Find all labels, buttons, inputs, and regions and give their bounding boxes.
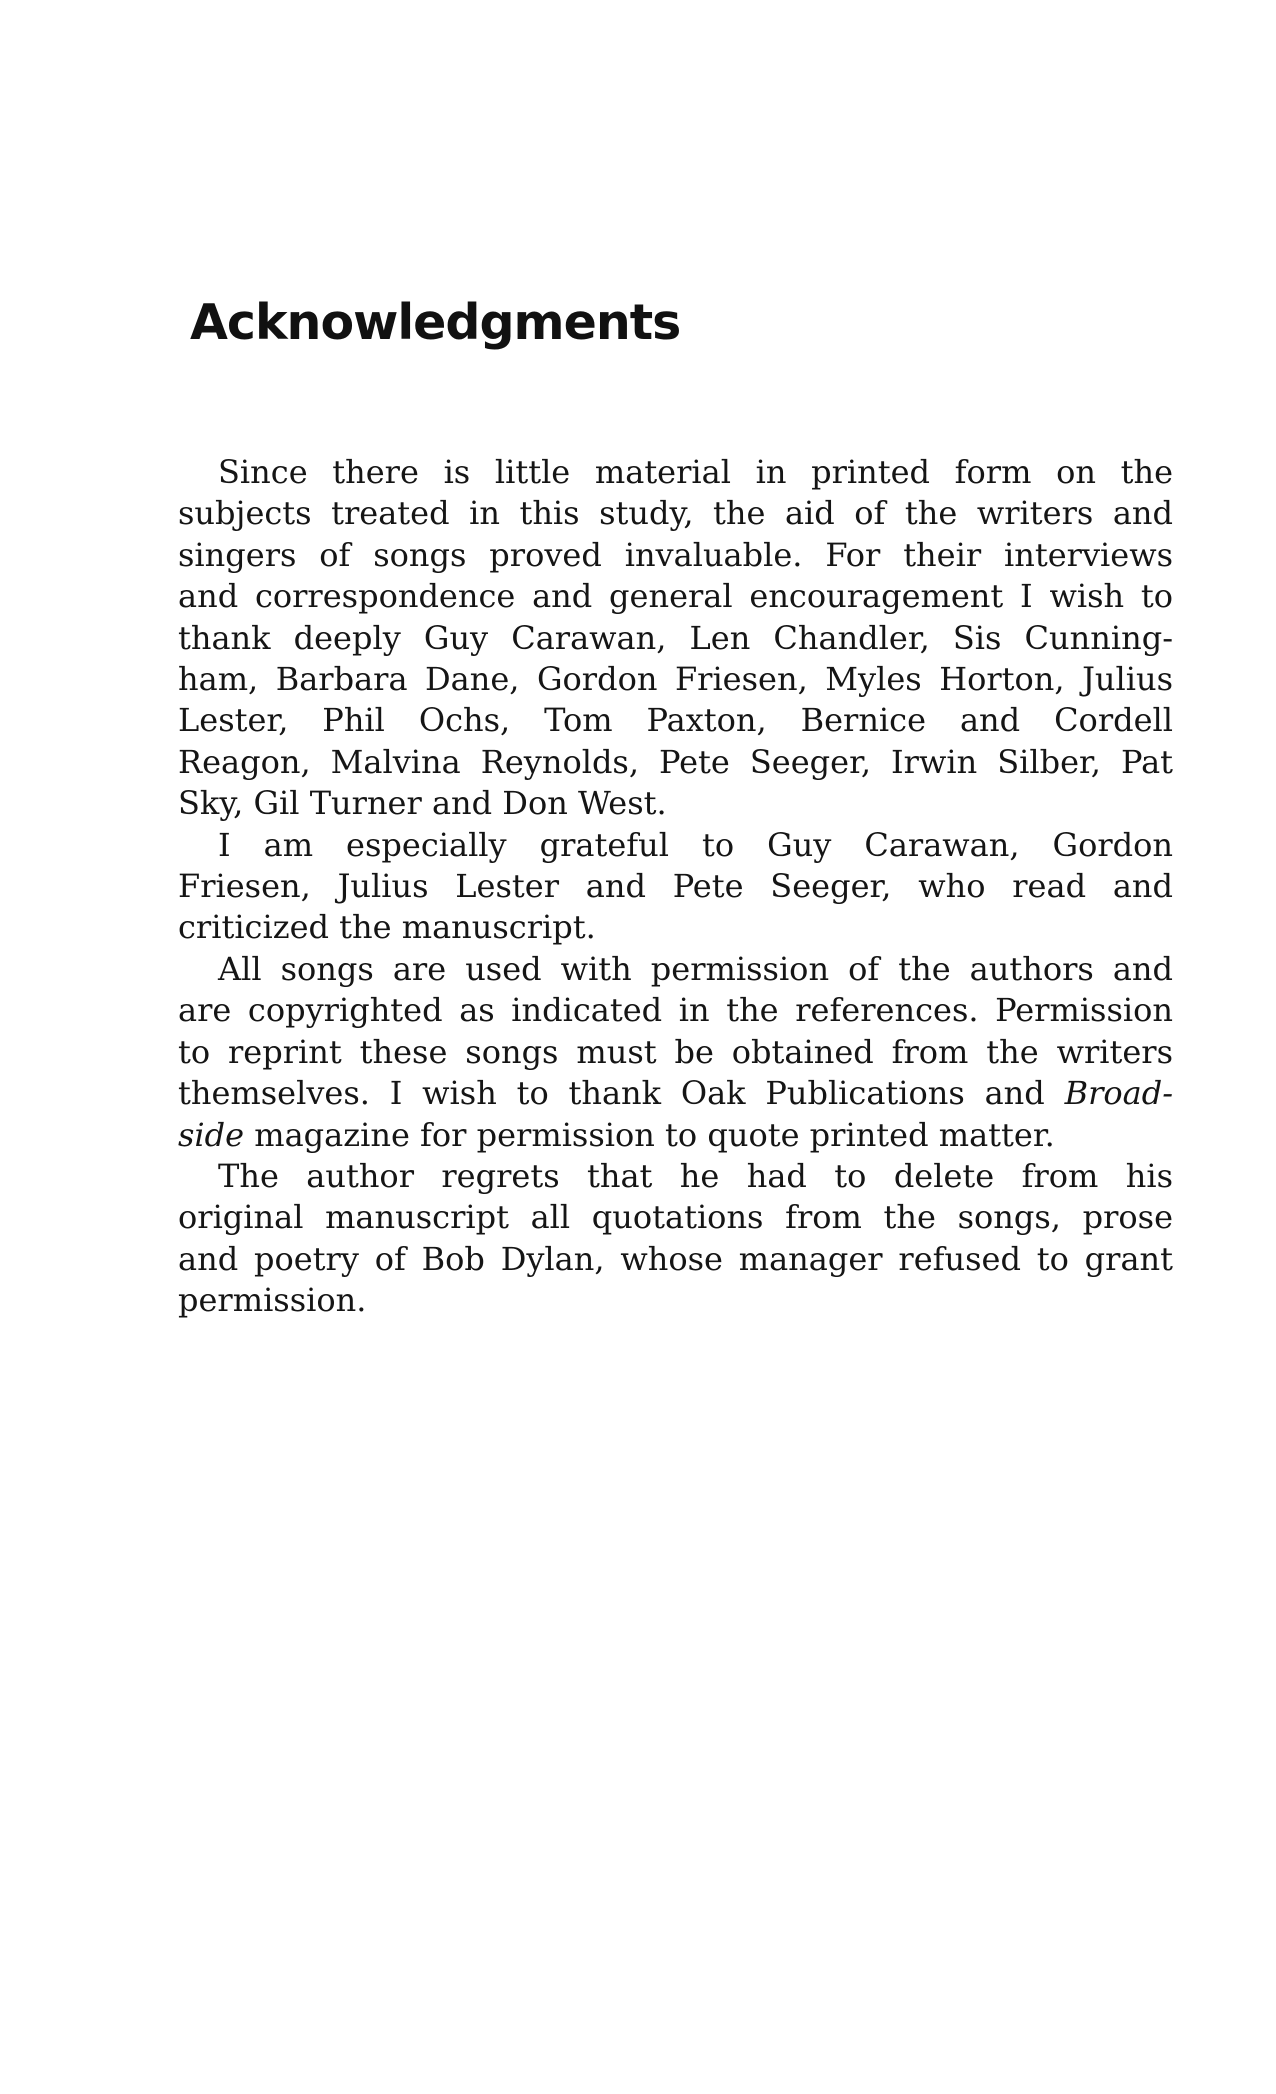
paragraph-3 bbox=[178, 949, 1173, 1156]
text-line: ham, Barbara Dane, Gordon Friesen, Myles Horton, Julius bbox=[178, 660, 1173, 699]
text-line: and poetry of Bob Dylan, whose manager refused to grant bbox=[178, 1239, 1173, 1278]
paragraph-4 bbox=[178, 1156, 1173, 1322]
text-line: Since there is little material in printed form on the bbox=[218, 453, 1173, 491]
text-line: Sky, Gil Turner and Don West. bbox=[178, 784, 667, 823]
text-line: I am especially grateful to Guy Carawan, Gordon bbox=[218, 825, 1173, 864]
text-line-with-italic bbox=[178, 1115, 1173, 1156]
text-line: thank deeply Guy Carawan, Len Chandler, Sis Cunning- bbox=[178, 618, 1173, 657]
page-title: Acknowledgments bbox=[190, 294, 681, 351]
acknowledgments-body bbox=[178, 452, 1173, 1322]
text-line: to reprint these songs must be obtained from the writers bbox=[178, 1032, 1173, 1071]
text-line: singers of songs proved invaluable. For their interviews bbox=[178, 535, 1173, 574]
text-line-with-italic bbox=[178, 1073, 1173, 1114]
italic-title-part: Broad- bbox=[1064, 1074, 1174, 1113]
text-segment: magazine for permission to quote printed matter. bbox=[254, 1115, 1055, 1154]
paragraph-2 bbox=[178, 825, 1173, 949]
text-line: criticized the manuscript. bbox=[178, 908, 596, 947]
text-line: The author regrets that he had to delete from his bbox=[218, 1156, 1173, 1195]
text-line: permission. bbox=[178, 1281, 367, 1320]
italic-title-part: side bbox=[178, 1115, 245, 1154]
text-line: and correspondence and general encouragement I wish to bbox=[178, 577, 1173, 616]
text-line: Reagon, Malvina Reynolds, Pete Seeger, Irwin Silber, Pat bbox=[178, 742, 1173, 781]
text-line: original manuscript all quotations from the songs, prose bbox=[178, 1198, 1173, 1237]
text-line: Friesen, Julius Lester and Pete Seeger, who read and bbox=[178, 867, 1173, 906]
text-line: are copyrighted as indicated in the references. Permission bbox=[178, 991, 1173, 1030]
text-line: Lester, Phil Ochs, Tom Paxton, Bernice and Cordell bbox=[178, 701, 1173, 740]
text-line: subjects treated in this study, the aid of the writers and bbox=[178, 494, 1173, 533]
paragraph-1 bbox=[178, 452, 1173, 825]
text-segment: themselves. I wish to thank Oak Publications and bbox=[178, 1074, 1045, 1113]
text-line: All songs are used with permission of the authors and bbox=[218, 949, 1173, 988]
